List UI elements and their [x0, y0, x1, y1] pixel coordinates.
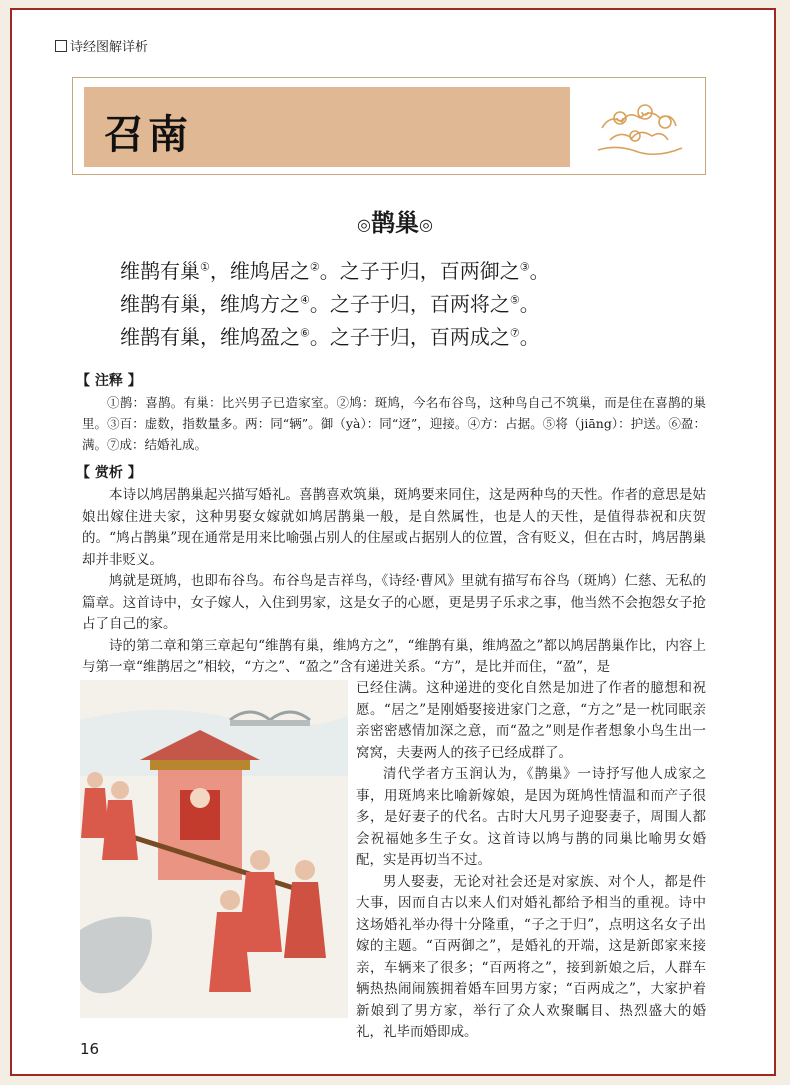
analysis-paragraph: 鸠就是斑鸠，也即布谷鸟。布谷鸟是吉祥鸟，《诗经·曹风》里就有描写布谷鸟（斑鸠）仁慈、无私的篇章。这首诗中，女子嫁人，入住到男家，这是女子的心愿，更是男子乐求之事，他当然不会抱怨女子抢占了自己的家。 — [82, 573, 706, 632]
poem-line — [120, 321, 540, 350]
poem-text: 。 — [529, 259, 550, 283]
notes-body — [82, 392, 706, 455]
checkbox-square-icon — [55, 40, 67, 52]
poem-text: 。 — [519, 292, 540, 316]
analysis-paragraph: 男人娶妻，无论对社会还是对家族、对个人，都是件大事，因而自古以来人们对婚礼都给予相当的重视。诗中这场婚礼举办得十分隆重，“子之于归”，点明这名女子出嫁的主题。“百两御之”，是婚礼的开端，这是新郎家来接亲，车辆来了很多；“百两将之”，接到新娘之后，人群车辆热热闹闹簇拥着婚车回男方家；“百两成之”，大家护着新娘到了男方家，举行了众人欢聚瞩目、热烈盛大的婚礼，礼毕而婚即成。 — [356, 873, 706, 1040]
footnote-marker: ⑦ — [509, 326, 520, 340]
footnote-marker: ① — [200, 260, 210, 274]
footnote-marker: ② — [309, 260, 320, 274]
poem-text: 。之子于归，百两成之 — [309, 325, 510, 349]
analysis-side-column — [356, 678, 706, 1044]
notes-paragraph: ①鹊：喜鹊。有巢：比兴男子已造家室。②鸠：斑鸠，今名布谷鸟，这种鸟自己不筑巢，而是住在喜鹊的巢里。③百：虚数，指数量多。两：同“辆”。御（yà）：同“迓”，迎接。④方：占据。⑤将（jiāng）：护送。⑥盈：满。⑦成：结婚礼成。 — [82, 395, 706, 452]
poem-title-text: 鹊巢 — [371, 208, 419, 237]
poem-text: 。之子于归，百两将之 — [309, 292, 510, 316]
analysis-heading: 【 赏析 】 — [76, 465, 142, 481]
footnote-marker: ④ — [300, 293, 310, 307]
section-title: 召南 — [104, 111, 192, 158]
analysis-paragraph: 清代学者方玉润认为，《鹊巢》一诗抒写他人成家之事，用斑鸠来比喻新嫁娘，是因为斑鸠性情温和而产子很多，是好妻子的代名。古时大凡男子迎娶妻子，周围人都会祝福她多生子女。这首诗以鸠与鹊的同巢比喻男女婚配，实是再切当不过。 — [356, 766, 706, 868]
ornament-circle-icon: ◎ — [419, 215, 433, 234]
poem-text: 。之子于归，百两御之 — [319, 259, 520, 283]
book-label: 诗经图解详析 — [70, 40, 149, 55]
footnote-marker: ③ — [519, 260, 530, 274]
book-header — [55, 36, 148, 55]
wedding-procession-illustration — [80, 680, 348, 1018]
analysis-paragraph: 本诗以鸠居鹊巢起兴描写婚礼。喜鹊喜欢筑巢，斑鸠要来同住，这是两种鸟的天性。作者的意思是姑娘出嫁住进夫家，这种男娶女嫁就如鸠居鹊巢一般，是自然属性，也是人的天性，是值得恭祝和庆贺的。“鸠占鹊巢”现在通常是用来比喻强占别人的住屋或占据别人的位置，含有贬义，但在古时，鸠居鹊巢却并非贬义。 — [82, 487, 706, 568]
analysis-paragraph: 诗的第二章和第三章起句“维鹊有巢，维鸠方之”，“维鹊有巢，维鸠盈之”都以鸠居鹊巢作比，内容上与第一章“维鹊居之”相较，“方之”、“盈之”含有递进关系。“方”，是比并而住，“盈”，是 — [82, 637, 706, 675]
page-number: 16 — [80, 1040, 100, 1058]
notes-heading: 【 注释 】 — [76, 373, 142, 389]
analysis-paragraph: 已经住满。这种递进的变化自然是加进了作者的臆想和祝愿。“居之”是刚婚娶接进家门之意，“方之”是一枕同眠亲亲密密感情加深之意，而“盈之”则是作者想象小鸟生出一窝窝，夫妻两人的孩子已经成群了。 — [356, 680, 706, 761]
footnote-marker: ⑤ — [509, 293, 520, 307]
poem-text: ，维鸠居之 — [209, 259, 310, 283]
poem-line — [120, 255, 550, 284]
poem-title — [0, 203, 790, 238]
analysis-body — [82, 485, 706, 679]
poem-text: 维鹊有巢，维鸠盈之 — [120, 325, 300, 349]
poem-line — [120, 288, 540, 317]
ornament-circle-icon: ◎ — [357, 215, 371, 234]
poem-text: 维鹊有巢 — [120, 259, 200, 283]
auspicious-cloud-icon — [590, 88, 690, 163]
footnote-marker: ⑥ — [300, 326, 310, 340]
poem-text: 。 — [519, 325, 540, 349]
poem-text: 维鹊有巢，维鸠方之 — [120, 292, 300, 316]
